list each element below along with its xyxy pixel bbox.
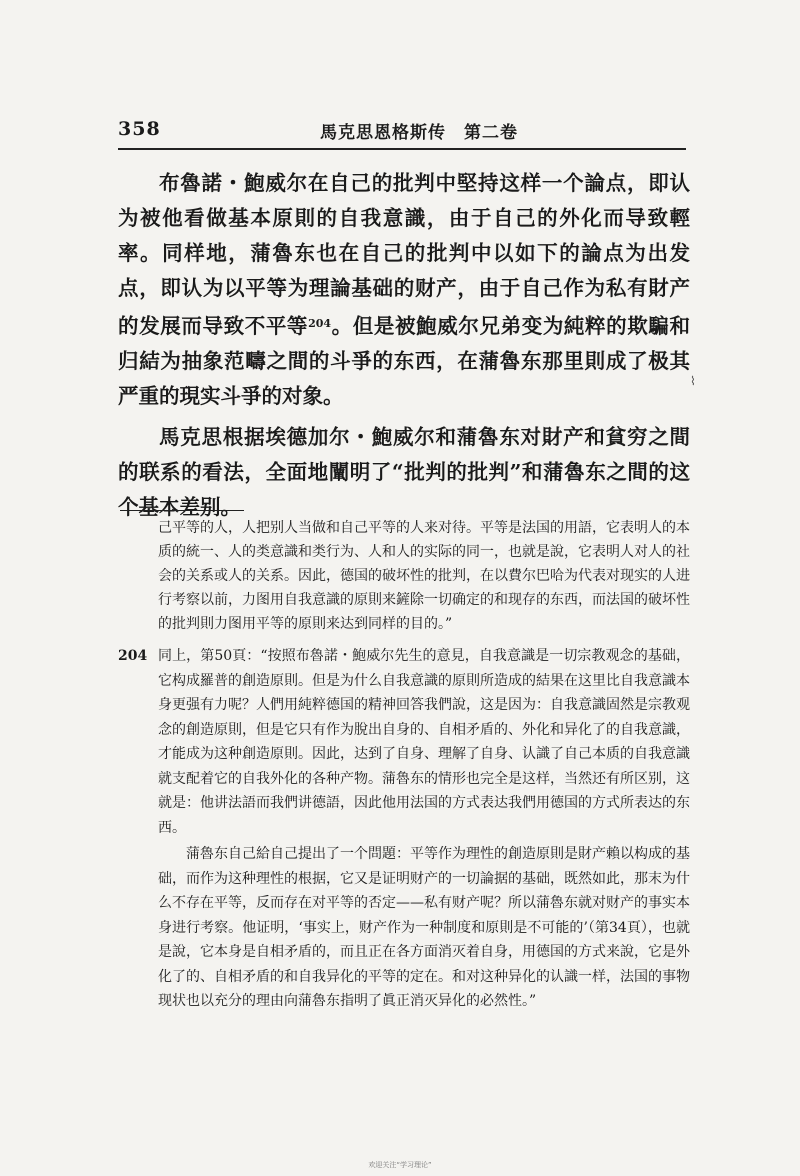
page-number: 358 bbox=[118, 118, 161, 140]
paragraph-2: 馬克思根据埃德加尔・鮑威尔和蒲魯东对財产和貧穷之間的联系的看法，全面地闡明了“批判的批判”和蒲魯东之間的这个基本差别。 bbox=[118, 425, 690, 519]
paragraph-1-part-1: 布魯諾・鮑威尔在自己的批判中堅持这样一个論点，即认为被他看做基本原則的自我意識，由于自己的外化而导致輕率。同样地，蒲魯东也在自己的批判中以如下的論点为出发点，即认为以平等为理論基础的财产，由于自己作为私有財产的发展而导致不平等 bbox=[118, 171, 690, 338]
paragraph-1-part-2: 。但是被鮑威尔兄弟变为純粹的欺騙和归結为抽象范疇之間的斗爭的东西，在蒲魯东那里則成了极其严重的現实斗爭的对象。 bbox=[118, 314, 691, 408]
footnote-204 bbox=[118, 644, 690, 840]
footnote-separator bbox=[120, 510, 244, 511]
header-rule bbox=[118, 148, 686, 150]
footnote-204-para-2: 蒲魯东自己給自己提出了一个問題：平等作为理性的創造原則是財产賴以构成的基础，而作为这种理性的根据，它又是证明财产的一切論据的基础，既然如此，那末为什么不存在平等，反而存在对平等的否定——私有财产呢？所以蒲魯东就对财产的事实本身进行考察。他证明，‘事实上，财产作为一种制度和原則是不可能的’（第34頁），也就是說，它本身是自相矛盾的，而且正在各方面消灭着自身，用德国的方式来說，它是外化了的、自相矛盾的和自我异化的平等的定在。和对这种异化的认識一样，法国的事物现状也以充分的理由向蒲魯东指明了眞正消灭异化的必然性。” bbox=[158, 846, 690, 1009]
footnote-number: 204 bbox=[118, 648, 148, 664]
paragraph-1 bbox=[118, 166, 690, 414]
footnote-ref-204: 204 bbox=[308, 317, 332, 330]
main-text bbox=[118, 166, 690, 531]
page-header bbox=[118, 118, 688, 148]
footnotes bbox=[118, 516, 690, 1014]
footnote-204-para-1: 同上，第50頁：“按照布魯諾・鮑威尔先生的意見，自我意識是一切宗教观念的基础，它构成羅普的創造原則。但是为什么自我意識的原則所造成的結果在这里比自我意識本身更强有力呢？人們用純粹德国的精神回答我們說，这是因为：自我意識固然是宗教观念的創造原則，但是它只有作为脫出自身的、自相矛盾的、外化和异化了的自我意識，才能成为这种創造原則。因此，达到了自身、理解了自身、认識了自己本质的自我意識就支配着它的自我外化的各种产物。蒲魯东的情形也完全是这样，当然还有所区别，这就是：他讲法語而我們讲德語，因此他用法国的方式表达我們用德国的方式所表达的东西。 bbox=[158, 648, 690, 836]
margin-mark: ⌇ bbox=[690, 374, 696, 388]
footnote-continuation: 己平等的人，人把别人当做和自己平等的人来对待。平等是法国的用語，它表明人的本质的統一、人的类意識和类行为、人和人的实际的同一，也就是說，它表明人对人的社会的关系或人的关系。因此，德国的破坏性的批判，在以費尔巴哈为代表对现实的人进行考察以前，力图用自我意識的原則来鏟除一切确定的和现存的东西，而法国的破坏性的批判則力图用平等的原則来达到同样的目的。” bbox=[158, 520, 690, 632]
running-title: 馬克思恩格斯传 第二卷 bbox=[320, 123, 518, 143]
footer-watermark: 欢迎关注“学习理论” bbox=[368, 1161, 432, 1169]
